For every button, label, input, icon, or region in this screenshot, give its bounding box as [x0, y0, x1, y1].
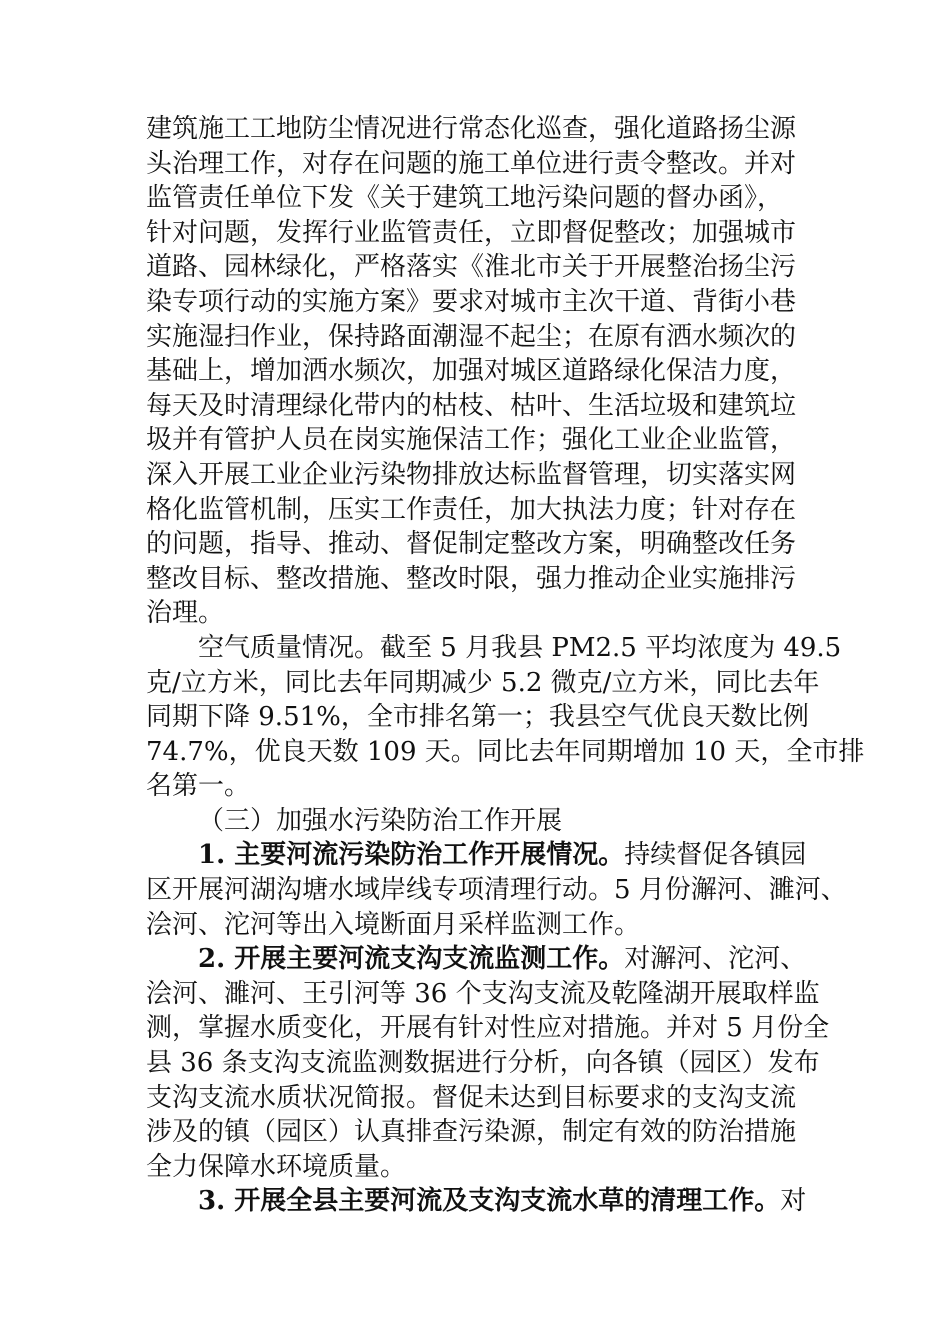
text-line: 建筑施工工地防尘情况进行常态化巡查，强化道路扬尘源 [146, 114, 797, 144]
item-text: 对澥河、沱河、 [624, 944, 807, 975]
text-line: 克/立方米，同比去年同期减少 5.2 微克/立方米，同比去年 [146, 667, 820, 698]
text-line: 名第一。 [146, 771, 251, 802]
item-1-river-pollution [146, 838, 847, 942]
text-line: 头治理工作，对存在问题的施工单位进行责令整改。并对 [146, 148, 797, 179]
text-line: 治理。 [146, 598, 225, 629]
text-line: 深入开展工业企业污染物排放达标监督管理，切实落实网 [146, 459, 797, 490]
item-text: 对 [780, 1186, 807, 1217]
item-title: 2. 开展主要河流支沟支流监测工作。 [198, 944, 625, 975]
text-line: 区开展河湖沟塘水域岸线专项清理行动。5 月份澥河、濉河、 [146, 875, 847, 906]
text-line: 染专项行动的实施方案》要求对城市主次干道、背街小巷 [146, 286, 797, 317]
paragraph-dust-control [146, 112, 826, 631]
text-line: 格化监管机制，压实工作责任，加大执法力度；针对存在 [146, 494, 797, 525]
item-title: 3. 开展全县主要河流及支沟支流水草的清理工作。 [198, 1186, 781, 1217]
text-line: 整改目标、整改措施、整改时限，强力推动企业实施排污 [146, 563, 797, 594]
item-3-weed-cleanup [146, 1184, 826, 1219]
section-heading: （三）加强水污染防治工作开展 [198, 805, 563, 836]
text-line: 针对问题，发挥行业监管责任，立即督促整改；加强城市 [146, 217, 797, 248]
text-line: 监管责任单位下发《关于建筑工地污染问题的督办函》， [146, 183, 784, 214]
text-line: 圾并有管护人员在岗实施保洁工作；强化工业企业监管， [146, 425, 797, 456]
text-line: 道路、园林绿化，严格落实《淮北市关于开展整治扬尘污 [146, 252, 797, 283]
text-line: 县 36 条支沟支流监测数据进行分析，向各镇（园区）发布 [146, 1048, 820, 1079]
text-line: 每天及时清理绿化带内的枯枝、枯叶、生活垃圾和建筑垃 [146, 390, 797, 421]
text-line: 空气质量情况。截至 5 月我县 PM2.5 平均浓度为 49.5 [198, 632, 842, 663]
text-line: 同期下降 9.51%，全市排名第一；我县空气优良天数比例 [146, 702, 809, 733]
item-2-tributary-monitoring [146, 942, 830, 1184]
text-line: 基础上，增加洒水频次，加强对城区道路绿化保洁力度， [146, 356, 797, 387]
text-line: 测，掌握水质变化，开展有针对性应对措施。并对 5 月份全 [146, 1013, 830, 1044]
item-first-line [146, 1184, 826, 1219]
item-title: 1. 主要河流污染防治工作开展情况。 [198, 840, 625, 871]
item-text: 持续督促各镇园 [624, 840, 807, 871]
item-first-line [146, 838, 826, 873]
text-line: 实施湿扫作业，保持路面潮湿不起尘；在原有洒水频次的 [146, 321, 797, 352]
text-line: 浍河、沱河等出入境断面月采样监测工作。 [146, 909, 641, 940]
text-line: 的问题，指导、推动、督促制定整改方案，明确整改任务 [146, 529, 797, 560]
text-line: 74.7%，优良天数 109 天。同比去年同期增加 10 天，全市排 [146, 736, 865, 767]
paragraph-air-quality [146, 631, 865, 804]
item-first-line [146, 942, 826, 977]
document-page [146, 112, 865, 1219]
text-line: 涉及的镇（园区）认真排查污染源，制定有效的防治措施 [146, 1117, 797, 1148]
text-line: 浍河、濉河、王引河等 36 个支沟支流及乾隆湖开展取样监 [146, 978, 820, 1009]
text-line: 支沟支流水质状况简报。督促未达到目标要求的支沟支流 [146, 1082, 797, 1113]
text-line: 全力保障水环境质量。 [146, 1151, 407, 1182]
